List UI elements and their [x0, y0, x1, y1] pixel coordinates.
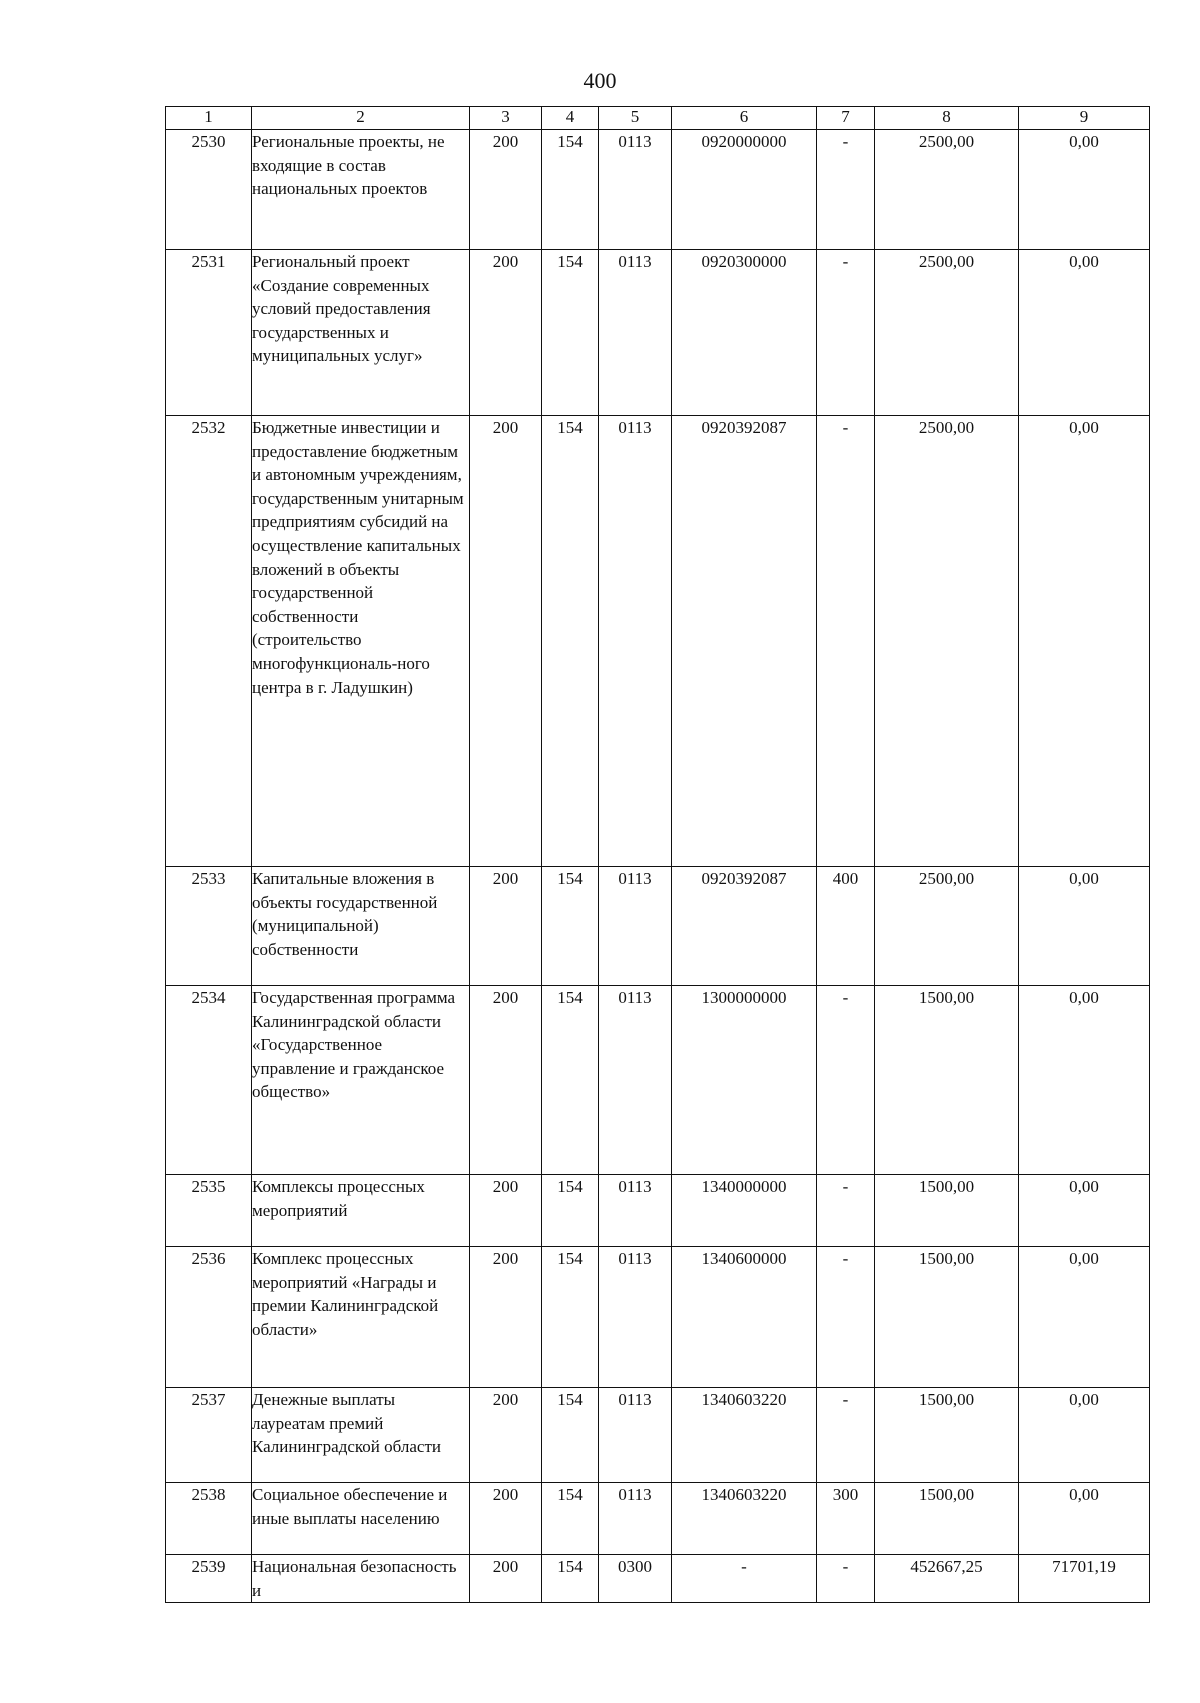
cell-col8: 1500,00 [875, 986, 1019, 1175]
cell-col6: 1340603220 [672, 1483, 817, 1555]
cell-col4: 154 [542, 1388, 599, 1483]
row-number: 2531 [166, 250, 252, 416]
cell-col7: 400 [817, 867, 875, 986]
row-name: Денежные выплаты лауреатам премий Калининградской области [252, 1388, 470, 1483]
cell-col8: 1500,00 [875, 1483, 1019, 1555]
cell-col3: 200 [470, 1247, 542, 1388]
cell-col7: 300 [817, 1483, 875, 1555]
row-number: 2532 [166, 416, 252, 867]
cell-col9: 0,00 [1019, 1247, 1150, 1388]
cell-col5: 0113 [599, 1483, 672, 1555]
cell-col6: 0920000000 [672, 130, 817, 250]
row-name: Комплексы процессных мероприятий [252, 1175, 470, 1247]
cell-col6: 0920300000 [672, 250, 817, 416]
cell-col4: 154 [542, 1175, 599, 1247]
cell-col9: 0,00 [1019, 986, 1150, 1175]
table-row [166, 1175, 1150, 1247]
row-name: Комплекс процессных мероприятий «Награды и премии Калининградской области» [252, 1247, 470, 1388]
cell-col8: 1500,00 [875, 1247, 1019, 1388]
cell-col3: 200 [470, 1483, 542, 1555]
cell-col8: 2500,00 [875, 250, 1019, 416]
cell-col5: 0113 [599, 1247, 672, 1388]
cell-col5: 0113 [599, 1175, 672, 1247]
cell-col6: 0920392087 [672, 867, 817, 986]
cell-col9: 0,00 [1019, 416, 1150, 867]
row-name: Капитальные вложения в объекты государственной (муниципальной) собственности [252, 867, 470, 986]
cell-col7: - [817, 130, 875, 250]
column-header: 5 [599, 107, 672, 130]
cell-col3: 200 [470, 416, 542, 867]
cell-col4: 154 [542, 250, 599, 416]
cell-col6: 1340000000 [672, 1175, 817, 1247]
cell-col4: 154 [542, 986, 599, 1175]
row-number: 2537 [166, 1388, 252, 1483]
row-number: 2530 [166, 130, 252, 250]
cell-col9: 0,00 [1019, 250, 1150, 416]
row-number: 2538 [166, 1483, 252, 1555]
row-name: Бюджетные инвестиции и предоставление бюджетным и автономным учреждениям, государственным унитарным предприятиям субсидий на осуществление капитальных вложений в объекты государственной собственности (строительство многофункциональ-ного центра в г. Ладушкин) [252, 416, 470, 867]
column-header: 8 [875, 107, 1019, 130]
column-header: 7 [817, 107, 875, 130]
cell-col6: 1340603220 [672, 1388, 817, 1483]
table-row [166, 1555, 1150, 1603]
cell-col5: 0113 [599, 250, 672, 416]
table-row [166, 130, 1150, 250]
cell-col3: 200 [470, 250, 542, 416]
cell-col4: 154 [542, 130, 599, 250]
cell-col8: 452667,25 [875, 1555, 1019, 1603]
row-name: Национальная безопасность и [252, 1555, 470, 1603]
row-number: 2533 [166, 867, 252, 986]
cell-col6: 1340600000 [672, 1247, 817, 1388]
column-header: 4 [542, 107, 599, 130]
row-name: Региональный проект «Создание современных условий предоставления государственных и муниципальных услуг» [252, 250, 470, 416]
cell-col6: 1300000000 [672, 986, 817, 1175]
table-row [166, 250, 1150, 416]
column-header: 3 [470, 107, 542, 130]
row-number: 2539 [166, 1555, 252, 1603]
cell-col5: 0113 [599, 416, 672, 867]
cell-col5: 0113 [599, 986, 672, 1175]
cell-col9: 0,00 [1019, 1483, 1150, 1555]
cell-col8: 1500,00 [875, 1175, 1019, 1247]
cell-col7: - [817, 1555, 875, 1603]
row-number: 2536 [166, 1247, 252, 1388]
cell-col3: 200 [470, 130, 542, 250]
table-row [166, 867, 1150, 986]
cell-col4: 154 [542, 1247, 599, 1388]
cell-col7: - [817, 1175, 875, 1247]
cell-col5: 0300 [599, 1555, 672, 1603]
cell-col6: - [672, 1555, 817, 1603]
cell-col9: 71701,19 [1019, 1555, 1150, 1603]
cell-col5: 0113 [599, 1388, 672, 1483]
row-name: Региональные проекты, не входящие в состав национальных проектов [252, 130, 470, 250]
row-name: Государственная программа Калининградской области «Государственное управление и гражданское общество» [252, 986, 470, 1175]
cell-col4: 154 [542, 1483, 599, 1555]
cell-col3: 200 [470, 867, 542, 986]
cell-col7: - [817, 416, 875, 867]
row-number: 2534 [166, 986, 252, 1175]
cell-col3: 200 [470, 986, 542, 1175]
cell-col3: 200 [470, 1175, 542, 1247]
row-number: 2535 [166, 1175, 252, 1247]
column-header: 2 [252, 107, 470, 130]
cell-col9: 0,00 [1019, 1388, 1150, 1483]
cell-col9: 0,00 [1019, 130, 1150, 250]
cell-col8: 1500,00 [875, 1388, 1019, 1483]
cell-col4: 154 [542, 416, 599, 867]
cell-col6: 0920392087 [672, 416, 817, 867]
page-number: 400 [583, 68, 617, 93]
cell-col8: 2500,00 [875, 867, 1019, 986]
cell-col4: 154 [542, 867, 599, 986]
column-header: 9 [1019, 107, 1150, 130]
cell-col9: 0,00 [1019, 867, 1150, 986]
cell-col5: 0113 [599, 867, 672, 986]
cell-col7: - [817, 1247, 875, 1388]
column-header: 1 [166, 107, 252, 130]
cell-col5: 0113 [599, 130, 672, 250]
table-row [166, 1388, 1150, 1483]
cell-col4: 154 [542, 1555, 599, 1603]
cell-col8: 2500,00 [875, 130, 1019, 250]
table-row [166, 416, 1150, 867]
row-name: Социальное обеспечение и иные выплаты населению [252, 1483, 470, 1555]
cell-col9: 0,00 [1019, 1175, 1150, 1247]
table-row [166, 1247, 1150, 1388]
cell-col8: 2500,00 [875, 416, 1019, 867]
table-row [166, 986, 1150, 1175]
cell-col3: 200 [470, 1555, 542, 1603]
header-row [166, 107, 1150, 130]
cell-col7: - [817, 250, 875, 416]
cell-col3: 200 [470, 1388, 542, 1483]
budget-table [165, 106, 1150, 1603]
cell-col7: - [817, 986, 875, 1175]
cell-col7: - [817, 1388, 875, 1483]
column-header: 6 [672, 107, 817, 130]
table-row [166, 1483, 1150, 1555]
